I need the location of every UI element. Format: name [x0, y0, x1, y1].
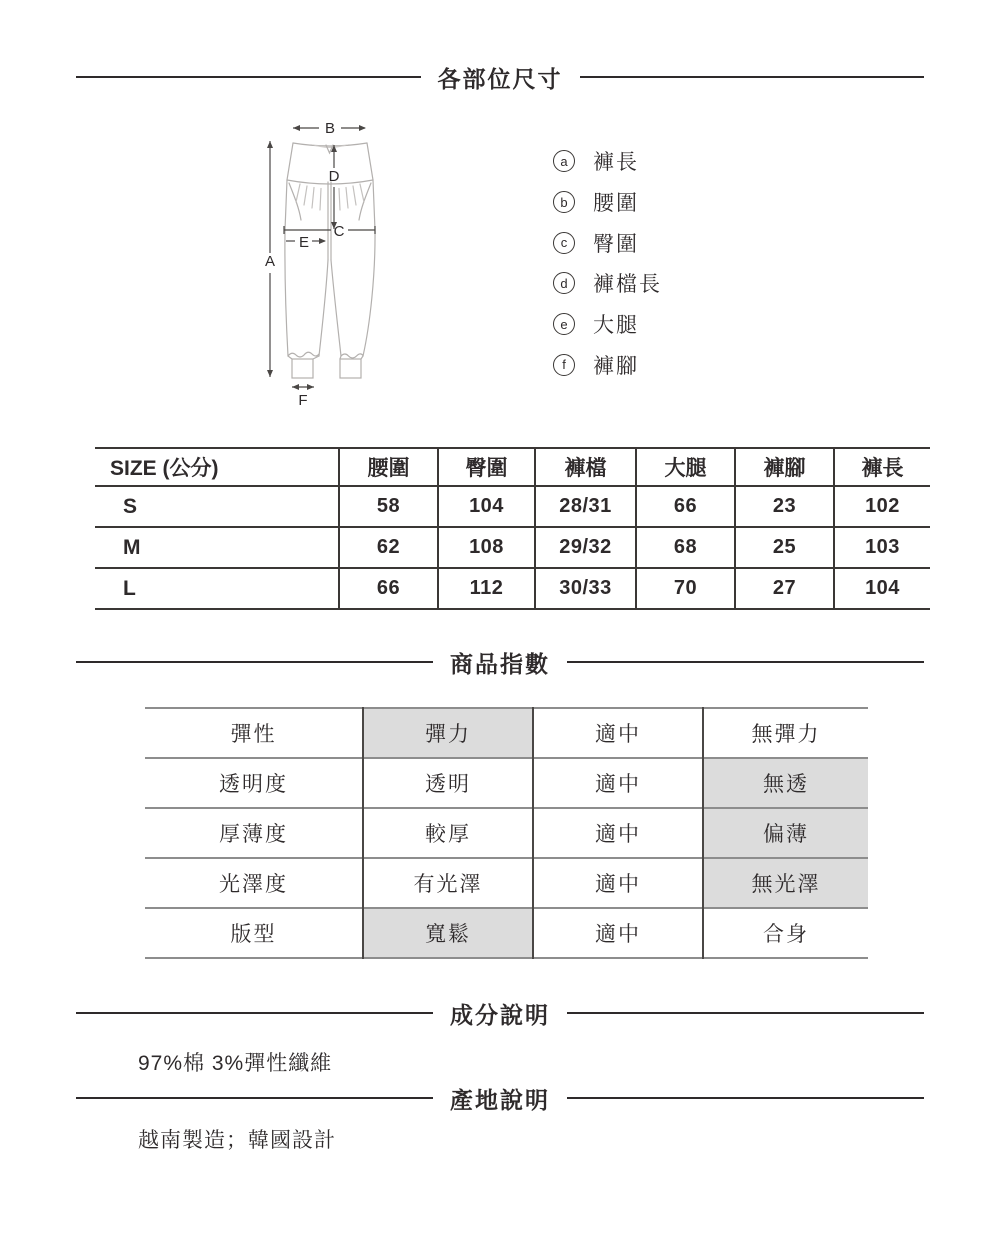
section-divider-composition	[76, 995, 924, 1031]
product-index-option: 合身	[703, 908, 868, 958]
product-index-label: 版型	[230, 923, 277, 946]
legend-item-b	[553, 182, 662, 223]
size-table-value-cell: 58	[339, 486, 438, 527]
section-divider-size	[76, 59, 924, 95]
size-table-value-cell: 30/33	[535, 568, 636, 609]
dim-label-d: D	[328, 168, 340, 185]
divider-line	[567, 1097, 924, 1099]
section-title-size: 各部位尺寸	[437, 65, 563, 92]
section-title-index: 商品指數	[450, 650, 550, 677]
dimension-arrows	[264, 125, 366, 390]
product-index-row	[145, 708, 868, 758]
origin-text: 越南製造；韓國設計	[138, 1129, 336, 1152]
size-table-header-cell: 褲腳	[735, 448, 834, 486]
size-table-value-cell: 28/31	[535, 486, 636, 527]
size-table-header-cell: 褲檔	[535, 448, 636, 486]
product-index-row	[145, 858, 868, 908]
product-index-option: 適中	[533, 858, 703, 908]
legend-circle-letter: f	[553, 354, 575, 376]
size-table-size-cell: S	[123, 494, 138, 518]
divider-line	[567, 1012, 924, 1014]
dim-label-a: A	[264, 253, 276, 270]
size-table-value-cell: 62	[339, 527, 438, 568]
size-table-value-cell: 104	[438, 486, 535, 527]
product-index-option: 較厚	[363, 808, 533, 858]
size-table-header-cell: 腰圍	[339, 448, 438, 486]
divider-line	[76, 76, 421, 78]
size-table-value-cell: 70	[636, 568, 735, 609]
legend-item-c	[553, 222, 662, 263]
legend-item-label: 褲檔長	[593, 273, 662, 297]
product-index-row	[145, 908, 868, 958]
measurement-legend	[553, 141, 662, 385]
size-table-size-cell: L	[123, 576, 136, 600]
divider-line	[567, 661, 924, 663]
product-index-option: 透明	[363, 758, 533, 808]
product-index-option: 無光澤	[703, 858, 868, 908]
legend-item-e	[553, 304, 662, 345]
product-index-option: 適中	[533, 908, 703, 958]
legend-item-label: 大腿	[593, 314, 639, 338]
size-table-value-cell: 27	[735, 568, 834, 609]
size-table-header-row	[95, 448, 930, 486]
size-table-value-cell: 108	[438, 527, 535, 568]
product-index-label: 透明度	[219, 773, 288, 796]
dimension-labels	[265, 120, 345, 409]
divider-line	[76, 661, 433, 663]
product-index-row	[145, 758, 868, 808]
product-index-label: 彈性	[230, 723, 277, 746]
size-table-row	[95, 486, 930, 527]
legend-circle-letter: b	[553, 191, 575, 213]
product-index-table	[145, 707, 868, 959]
product-index-option: 有光澤	[363, 858, 533, 908]
size-table-value-cell: 66	[636, 486, 735, 527]
size-table-value-cell: 102	[834, 486, 930, 527]
legend-item-f	[553, 344, 662, 385]
product-index-label: 光澤度	[219, 873, 288, 896]
product-index-label: 厚薄度	[219, 823, 288, 846]
legend-item-label: 腰圍	[593, 192, 639, 216]
dim-label-e: E	[298, 234, 310, 251]
size-table-header-cell: 大腿	[636, 448, 735, 486]
product-index-option: 無透	[703, 758, 868, 808]
size-table-value-cell: 66	[339, 568, 438, 609]
product-index-option: 適中	[533, 708, 703, 758]
size-table-value-cell: 112	[438, 568, 535, 609]
dimension-lines	[270, 128, 375, 387]
product-index-option: 偏薄	[703, 808, 868, 858]
size-table-header-cell: 臀圍	[438, 448, 535, 486]
size-table-row	[95, 527, 930, 568]
divider-line	[580, 76, 925, 78]
divider-line	[76, 1097, 433, 1099]
size-table-size-cell: M	[123, 535, 141, 559]
dim-label-b: B	[324, 120, 336, 137]
size-table-value-cell: 29/32	[535, 527, 636, 568]
legend-circle-letter: e	[553, 313, 575, 335]
product-index-option: 適中	[533, 808, 703, 858]
size-table-value-cell: 104	[834, 568, 930, 609]
size-table-value-cell: 103	[834, 527, 930, 568]
legend-circle-letter: c	[553, 232, 575, 254]
product-index-option: 適中	[533, 758, 703, 808]
product-index-option: 寬鬆	[363, 908, 533, 958]
size-table-row	[95, 568, 930, 609]
size-table	[95, 447, 930, 610]
size-table-body	[95, 486, 930, 609]
legend-circle-letter: d	[553, 272, 575, 294]
section-title-composition: 成分說明	[450, 1001, 550, 1028]
pants-measurement-diagram	[250, 110, 420, 420]
legend-circle-letter: a	[553, 150, 575, 172]
size-table-value-cell: 25	[735, 527, 834, 568]
size-table-value-cell: 68	[636, 527, 735, 568]
legend-item-label: 臀圍	[593, 232, 639, 256]
divider-line	[76, 1012, 433, 1014]
product-index-option: 彈力	[363, 708, 533, 758]
product-index-body	[145, 708, 868, 958]
section-divider-index	[76, 644, 924, 680]
legend-item-d	[553, 263, 662, 304]
legend-item-label: 褲長	[593, 151, 639, 175]
size-table-value-cell: 23	[735, 486, 834, 527]
size-table-header-cell: SIZE (公分)	[110, 457, 219, 480]
composition-text: 97%棉 3%彈性纖維	[138, 1052, 333, 1075]
section-divider-origin	[76, 1080, 924, 1116]
product-index-option: 無彈力	[703, 708, 868, 758]
size-table-header	[95, 448, 930, 486]
legend-item-label: 褲腳	[593, 354, 639, 378]
dim-label-c: C	[333, 223, 345, 240]
section-title-origin: 產地說明	[450, 1086, 550, 1113]
gather-lines	[296, 184, 364, 210]
legend-item-a	[553, 141, 662, 182]
size-table-header-cell: 褲長	[834, 448, 930, 486]
product-index-row	[145, 808, 868, 858]
dim-label-f: F	[298, 392, 308, 409]
